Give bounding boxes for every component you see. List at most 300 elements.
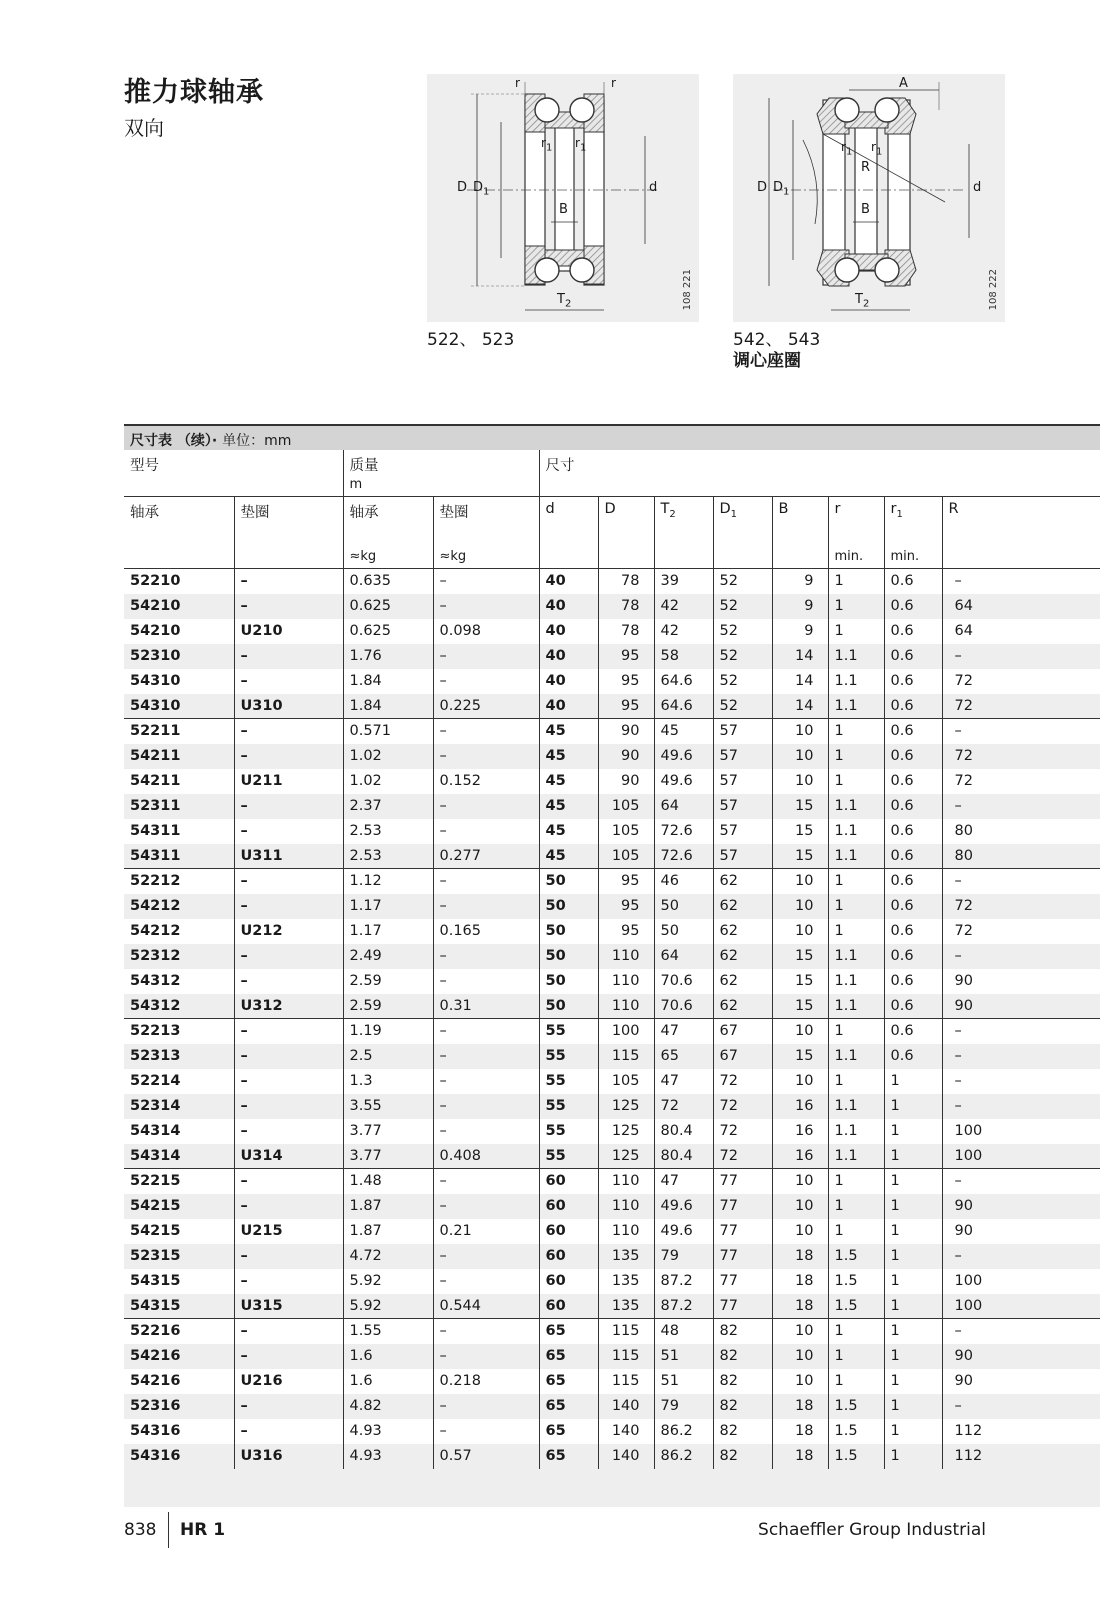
cell-T2: 80.4 — [654, 1119, 713, 1144]
cell-R: 72 — [942, 694, 1100, 719]
cell-r: 1 — [828, 1019, 884, 1044]
header-designation: 型号 — [124, 450, 343, 497]
cell-r1: 0.6 — [884, 894, 942, 919]
cell-T2: 49.6 — [654, 1194, 713, 1219]
cell-r: 1 — [828, 1219, 884, 1244]
table-row — [124, 1294, 1100, 1319]
cell-B: 10 — [772, 1069, 828, 1094]
header-dimensions: 尺寸 — [539, 450, 1100, 497]
cell-mass-bearing: 1.3 — [343, 1069, 433, 1094]
table-row — [124, 594, 1100, 619]
cell-r: 1 — [828, 619, 884, 644]
cell-R: – — [942, 1094, 1100, 1119]
cell-bearing: 52314 — [124, 1094, 234, 1119]
cell-R: 90 — [954, 1223, 973, 1239]
cell-D: 140 — [598, 1419, 654, 1444]
cell-B: 15 — [772, 969, 828, 994]
cell-r1: 1 — [884, 1419, 942, 1444]
cell-D: 105 — [598, 819, 654, 844]
drawing2-label-B: B — [861, 202, 870, 217]
table-row — [124, 1369, 1100, 1394]
cell-r1: 1 — [884, 1244, 942, 1269]
cell-B: 10 — [772, 744, 828, 769]
cell-D1: 57 — [713, 719, 772, 744]
header-mass-washer — [433, 497, 539, 569]
table-bottom-fill — [124, 1469, 1100, 1507]
cell-r1: 0.6 — [884, 944, 942, 969]
header-bearing: 轴承 — [124, 497, 234, 569]
cell-D: 115 — [598, 1344, 654, 1369]
cell-r: 1.1 — [828, 944, 884, 969]
cell-d: 60 — [539, 1294, 598, 1319]
cell-T2: 45 — [654, 719, 713, 744]
cell-D1: 52 — [713, 569, 772, 594]
cell-D1: 82 — [713, 1444, 772, 1469]
table-row — [124, 1119, 1100, 1144]
cell-D1: 57 — [713, 794, 772, 819]
cell-R: 72 — [942, 894, 1100, 919]
cell-D1: 77 — [713, 1194, 772, 1219]
drawing2-label-T2 — [855, 292, 869, 310]
cell-D: 110 — [598, 1219, 654, 1244]
cell-R: – — [954, 1073, 962, 1089]
table-row — [124, 1444, 1100, 1469]
drawing2-caption-sub: 调心座圈 — [733, 351, 801, 371]
cell-bearing: 54212 — [124, 894, 234, 919]
cell-D: 140 — [598, 1444, 654, 1469]
cell-B: 10 — [772, 1319, 828, 1344]
header-mass-bearing-label: 轴承 — [349, 505, 379, 521]
cell-r1: 1 — [884, 1394, 942, 1419]
cell-washer: – — [234, 819, 343, 844]
cell-r: 1.1 — [828, 969, 884, 994]
cell-mass-washer: 0.57 — [433, 1444, 539, 1469]
table-row — [124, 719, 1100, 744]
cell-r1: 1 — [884, 1169, 942, 1194]
cell-R: 112 — [954, 1423, 983, 1439]
cell-mass-bearing: 2.49 — [343, 944, 433, 969]
cell-mass-bearing: 1.02 — [343, 769, 433, 794]
cell-D: 135 — [598, 1294, 654, 1319]
cell-R: – — [942, 1319, 1100, 1344]
table-row — [124, 619, 1100, 644]
cell-bearing: 54210 — [124, 619, 234, 644]
dimension-table — [124, 424, 1100, 1507]
cell-B: 18 — [772, 1269, 828, 1294]
page-title: 推力球轴承 — [124, 77, 264, 108]
cell-D: 115 — [598, 1369, 654, 1394]
cell-D1: 52 — [713, 644, 772, 669]
drawing1-label-d: d — [649, 180, 658, 195]
drawing1-id: 108 221 — [682, 268, 693, 310]
cell-R: – — [942, 869, 1100, 894]
cell-D1: 57 — [713, 844, 772, 869]
table-row — [124, 1244, 1100, 1269]
cell-mass-bearing: 5.92 — [343, 1294, 433, 1319]
cell-washer: – — [234, 894, 343, 919]
cell-mass-washer: – — [433, 869, 539, 894]
bearing-drawing-542-543 — [733, 74, 1005, 322]
table-body — [124, 569, 1100, 1469]
cell-B: 9 — [772, 594, 828, 619]
cell-D: 125 — [598, 1144, 654, 1169]
cell-r1: 0.6 — [884, 644, 942, 669]
cell-D1: 57 — [713, 819, 772, 844]
cell-bearing: 54316 — [124, 1419, 234, 1444]
header-r1-sub: 1 — [896, 508, 903, 520]
header-r-min: min. — [834, 549, 864, 564]
cell-mass-washer: – — [433, 969, 539, 994]
cell-r1: 1 — [884, 1444, 942, 1469]
cell-washer: – — [234, 794, 343, 819]
cell-T2: 86.2 — [654, 1419, 713, 1444]
cell-r: 1 — [828, 744, 884, 769]
cell-B: 10 — [772, 1019, 828, 1044]
drawing2-label-d: d — [973, 180, 982, 195]
cell-D1: 52 — [713, 669, 772, 694]
cell-r: 1 — [828, 719, 884, 744]
cell-B: 16 — [772, 1094, 828, 1119]
cell-R: – — [942, 1244, 1100, 1269]
drawing2-label-D1-text: D — [773, 180, 784, 195]
drawing2-label-D1-sub: 1 — [783, 186, 790, 198]
cell-d: 60 — [539, 1269, 598, 1294]
cell-d: 50 — [539, 969, 598, 994]
cell-r: 1 — [828, 594, 884, 619]
cell-T2: 79 — [654, 1394, 713, 1419]
cell-R: 72 — [954, 773, 973, 789]
cell-bearing: 54210 — [124, 594, 234, 619]
cell-bearing: 52313 — [124, 1044, 234, 1069]
cell-mass-bearing: 2.53 — [343, 844, 433, 869]
cell-bearing: 54211 — [124, 744, 234, 769]
cell-B: 10 — [772, 1344, 828, 1369]
header-T2 — [654, 497, 713, 569]
cell-D1: 67 — [713, 1044, 772, 1069]
table-row — [124, 694, 1100, 719]
cell-r: 1 — [828, 769, 884, 794]
cell-r: 1 — [828, 894, 884, 919]
cell-D: 135 — [598, 1269, 654, 1294]
cell-bearing: 52213 — [124, 1019, 234, 1044]
cell-bearing: 52211 — [124, 719, 234, 744]
cell-r1: 0.6 — [884, 869, 942, 894]
cell-r1: 0.6 — [884, 569, 942, 594]
cell-R: 64 — [942, 594, 1100, 619]
cell-r: 1 — [828, 1344, 884, 1369]
cell-r: 1 — [828, 1369, 884, 1394]
cell-r: 1.1 — [828, 669, 884, 694]
cell-r1: 0.6 — [884, 1019, 942, 1044]
cell-T2: 64 — [654, 794, 713, 819]
cell-r1: 0.6 — [884, 819, 942, 844]
cell-T2: 42 — [654, 594, 713, 619]
cell-d: 60 — [539, 1244, 598, 1269]
table-row — [124, 994, 1100, 1019]
cell-mass-washer: – — [433, 794, 539, 819]
cell-bearing: 52210 — [124, 569, 234, 594]
cell-R: 80 — [942, 844, 1100, 869]
cell-r1: 0.6 — [884, 994, 942, 1019]
drawing1-caption-text: 522、 523 — [427, 330, 515, 350]
cell-washer: – — [234, 1194, 343, 1219]
cell-D1: 82 — [713, 1419, 772, 1444]
drawing2-caption — [733, 330, 820, 372]
header-mass-washer-label: 垫圈 — [439, 505, 469, 521]
cell-r1: 0.6 — [884, 919, 942, 944]
cell-D: 140 — [598, 1394, 654, 1419]
table-row — [124, 894, 1100, 919]
cell-mass-bearing: 1.84 — [343, 694, 433, 719]
cell-r: 1 — [828, 1169, 884, 1194]
drawing2-label-A: A — [899, 76, 908, 91]
cell-d: 45 — [539, 819, 598, 844]
cell-B: 10 — [772, 1194, 828, 1219]
cell-mass-bearing: 1.84 — [343, 669, 433, 694]
cell-bearing: 54312 — [124, 994, 234, 1019]
cell-bearing: 52216 — [124, 1319, 234, 1344]
header-r1-min: min. — [890, 549, 920, 564]
cell-D1: 72 — [713, 1094, 772, 1119]
drawing2-label-D1 — [773, 180, 789, 198]
cell-D1: 77 — [713, 1294, 772, 1319]
cell-T2: 49.6 — [654, 1219, 713, 1244]
table-header-row-1 — [124, 450, 1100, 497]
cell-R: – — [942, 719, 1100, 744]
dimension-table-grid — [124, 450, 1100, 1469]
cell-washer: – — [234, 969, 343, 994]
cell-d: 40 — [539, 569, 598, 594]
cell-B: 15 — [772, 844, 828, 869]
cell-mass-washer: – — [433, 1319, 539, 1344]
drawing1-label-T2-sub: 2 — [564, 298, 572, 310]
cell-mass-washer: – — [433, 1269, 539, 1294]
cell-mass-bearing: 2.59 — [343, 969, 433, 994]
cell-d: 65 — [539, 1394, 598, 1419]
cell-R: 100 — [942, 1144, 1100, 1169]
cell-mass-bearing: 0.635 — [343, 569, 433, 594]
cell-bearing: 54216 — [124, 1369, 234, 1394]
cell-D: 105 — [598, 794, 654, 819]
cell-bearing: 54215 — [124, 1219, 234, 1244]
cell-mass-bearing: 4.93 — [343, 1444, 433, 1469]
table-row — [124, 1419, 1100, 1444]
cell-r1: 1 — [884, 1319, 942, 1344]
cell-T2: 51 — [654, 1344, 713, 1369]
cell-bearing: 52212 — [124, 869, 234, 894]
cell-mass-bearing: 4.82 — [343, 1394, 433, 1419]
cell-d: 50 — [539, 994, 598, 1019]
cell-mass-washer: – — [433, 1069, 539, 1094]
cell-r1: 1 — [884, 1294, 942, 1319]
cell-washer: U312 — [234, 994, 343, 1019]
cell-washer: – — [234, 1394, 343, 1419]
cell-R: – — [942, 1044, 1100, 1069]
cell-mass-washer: 0.165 — [433, 919, 539, 944]
cell-D1: 82 — [713, 1344, 772, 1369]
cell-r1: 0.6 — [884, 1044, 942, 1069]
drawing1-label-D1 — [473, 180, 489, 198]
cell-D1: 72 — [713, 1069, 772, 1094]
cell-d: 45 — [539, 744, 598, 769]
table-row — [124, 1019, 1100, 1044]
cell-D: 78 — [598, 594, 654, 619]
cell-B: 14 — [772, 669, 828, 694]
cell-B: 15 — [772, 944, 828, 969]
cell-bearing: 52311 — [124, 794, 234, 819]
cell-D: 95 — [598, 669, 654, 694]
cell-R: 112 — [942, 1444, 1100, 1469]
cell-T2: 72.6 — [654, 819, 713, 844]
cell-bearing: 54315 — [124, 1269, 234, 1294]
cell-r1: 1 — [884, 1094, 942, 1119]
cell-R: 72 — [954, 673, 973, 689]
cell-D: 95 — [598, 894, 654, 919]
cell-mass-washer: – — [433, 1194, 539, 1219]
drawing2-label-T2-text: T — [855, 292, 863, 307]
cell-T2: 51 — [654, 1369, 713, 1394]
cell-washer: – — [234, 1044, 343, 1069]
cell-D1: 72 — [713, 1119, 772, 1144]
cell-B: 18 — [772, 1394, 828, 1419]
cell-T2: 64.6 — [654, 669, 713, 694]
drawing1-label-r1-right — [575, 136, 586, 153]
cell-d: 45 — [539, 794, 598, 819]
cell-D1: 72 — [713, 1144, 772, 1169]
cell-r1: 1 — [884, 1219, 942, 1244]
cell-D: 78 — [598, 619, 654, 644]
cell-T2: 48 — [654, 1319, 713, 1344]
cell-mass-washer: – — [433, 1044, 539, 1069]
drawing1-label-r1-left — [541, 136, 552, 153]
cell-washer: U316 — [234, 1444, 343, 1469]
drawing1-label-D: D — [457, 180, 468, 195]
table-row — [124, 1194, 1100, 1219]
cell-D1: 62 — [713, 969, 772, 994]
cell-B: 15 — [772, 819, 828, 844]
cell-d: 65 — [539, 1444, 598, 1469]
cell-r1: 0.6 — [884, 969, 942, 994]
cell-B: 15 — [772, 994, 828, 1019]
cell-d: 40 — [539, 669, 598, 694]
cell-D: 100 — [598, 1019, 654, 1044]
table-unit: 单位：mm — [222, 433, 292, 449]
header-mass-bearing-unit: ≈kg — [349, 549, 377, 564]
cell-D: 95 — [598, 869, 654, 894]
cell-B: 10 — [772, 919, 828, 944]
cell-R: – — [942, 944, 1100, 969]
cell-d: 60 — [539, 1194, 598, 1219]
cell-D1: 52 — [713, 694, 772, 719]
cell-r1: 1 — [884, 1069, 942, 1094]
table-row — [124, 919, 1100, 944]
cell-R: 100 — [954, 1273, 983, 1289]
cell-mass-washer: – — [433, 1019, 539, 1044]
header-D: D — [598, 497, 654, 569]
cell-mass-washer: – — [433, 1094, 539, 1119]
cell-R: – — [942, 1019, 1100, 1044]
cell-mass-washer: 0.21 — [433, 1219, 539, 1244]
cell-r: 1 — [828, 919, 884, 944]
cell-B: 10 — [772, 869, 828, 894]
cell-T2: 70.6 — [654, 994, 713, 1019]
drawing1-label-r1-left-text: r — [541, 136, 546, 150]
cell-r: 1.1 — [828, 794, 884, 819]
cell-d: 55 — [539, 1044, 598, 1069]
cell-mass-washer: 0.277 — [433, 844, 539, 869]
drawing1-label-r-left: r — [515, 76, 520, 90]
cell-mass-washer: 0.098 — [433, 619, 539, 644]
cell-T2: 86.2 — [654, 1444, 713, 1469]
cell-r: 1.1 — [828, 844, 884, 869]
cell-mass-bearing: 3.77 — [343, 1119, 433, 1144]
cell-mass-bearing: 1.12 — [343, 869, 433, 894]
cell-D1: 82 — [713, 1369, 772, 1394]
cell-T2: 47 — [654, 1169, 713, 1194]
table-row — [124, 819, 1100, 844]
cell-d: 40 — [539, 619, 598, 644]
cell-mass-bearing: 3.55 — [343, 1094, 433, 1119]
table-row — [124, 1219, 1100, 1244]
cell-B: 10 — [772, 769, 828, 794]
drawing2-label-D: D — [757, 180, 768, 195]
cell-washer: – — [234, 1169, 343, 1194]
cell-d: 60 — [539, 1169, 598, 1194]
cell-d: 55 — [539, 1019, 598, 1044]
cell-T2: 70.6 — [654, 969, 713, 994]
cell-d: 50 — [539, 869, 598, 894]
cell-bearing: 54315 — [124, 1294, 234, 1319]
drawing2-label-T2-sub: 2 — [862, 298, 870, 310]
table-row — [124, 944, 1100, 969]
cell-T2: 49.6 — [654, 744, 713, 769]
table-title-text: 尺寸表 （续）· — [130, 433, 218, 449]
cell-R: 90 — [942, 994, 1100, 1019]
cell-r: 1.1 — [828, 1044, 884, 1069]
cell-mass-washer: – — [433, 719, 539, 744]
footer-separator — [168, 1512, 169, 1548]
cell-B: 10 — [772, 1369, 828, 1394]
cell-D: 110 — [598, 1169, 654, 1194]
cell-bearing: 54212 — [124, 919, 234, 944]
cell-r: 1.5 — [828, 1244, 884, 1269]
cell-washer: U315 — [234, 1294, 343, 1319]
cell-washer: U310 — [234, 694, 343, 719]
cell-mass-washer: 0.218 — [433, 1369, 539, 1394]
cell-washer: – — [234, 594, 343, 619]
cell-mass-washer: 0.31 — [433, 994, 539, 1019]
cell-mass-bearing: 2.53 — [343, 819, 433, 844]
cell-washer: – — [234, 869, 343, 894]
cell-mass-bearing: 1.76 — [343, 644, 433, 669]
cell-mass-bearing: 1.19 — [343, 1019, 433, 1044]
cell-R: – — [942, 1394, 1100, 1419]
table-row — [124, 744, 1100, 769]
cell-D: 115 — [598, 1044, 654, 1069]
cell-bearing: 54316 — [124, 1444, 234, 1469]
cell-r1: 0.6 — [884, 769, 942, 794]
cell-bearing: 54314 — [124, 1144, 234, 1169]
cell-D: 90 — [598, 719, 654, 744]
cell-B: 10 — [772, 719, 828, 744]
cell-washer: – — [234, 744, 343, 769]
company-name: Schaeffler Group Industrial — [758, 1520, 986, 1540]
cell-B: 18 — [772, 1419, 828, 1444]
cell-B: 14 — [772, 644, 828, 669]
cell-bearing: 54312 — [124, 969, 234, 994]
header-D1 — [713, 497, 772, 569]
cell-D: 105 — [598, 844, 654, 869]
